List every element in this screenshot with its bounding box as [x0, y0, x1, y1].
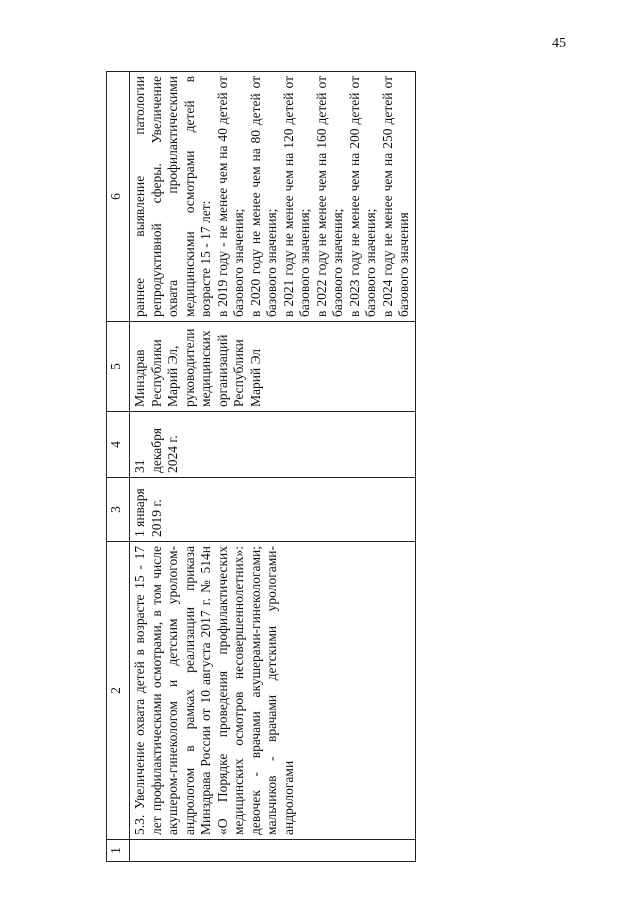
result-intro: раннее выявление патологии репродуктивной сферы. Увеличение охвата профилактическими медицинскими осмотрами детей в возрасте 15 - 17 лет:: [132, 76, 213, 317]
responsible-executors: Минздрав Республики Марий Эл, руководители медицинских организаций Республики Марий Эл: [132, 328, 263, 407]
result-item-2019: в 2019 году - не менее чем на 40 детей от базового значения;: [214, 76, 246, 317]
description-cell: [130, 542, 416, 840]
responsible-cell: [130, 322, 416, 412]
result-cell: [130, 72, 416, 322]
start-date: 1 января 2019 г.: [132, 488, 164, 537]
header-col-5: 5: [107, 322, 130, 412]
result-item-2021: в 2021 году не менее чем на 120 детей от базового значения;: [280, 76, 312, 317]
end-date: 31 декабря 2024 г.: [132, 427, 180, 473]
table-row: [130, 72, 416, 862]
page-number: 45: [552, 36, 566, 51]
header-col-4: 4: [107, 412, 130, 478]
result-item-2024: в 2024 году не менее чем на 250 детей от базового значения: [379, 76, 411, 317]
result-item-2023: в 2023 году не менее чем на 200 детей от базового значения;: [346, 76, 378, 317]
measures-table: [106, 71, 416, 862]
header-row: [107, 72, 130, 862]
result-item-2022: в 2022 году не менее чем на 160 детей от базового значения;: [313, 76, 345, 317]
header-col-3: 3: [107, 478, 130, 542]
rotated-table-container: [106, 72, 596, 862]
header-col-6: 6: [107, 72, 130, 322]
measure-description: Увеличение охвата детей в возрасте 15 - 17 лет профилактическими осмотрами, в том числе акушером-гинекологом и детским урологом-андрологом в рамках реализации приказа Минздрава России от 10 августа 2017 г. № 514н «О Порядке проведения профилактических медицинских осмотров несовершеннолетних»: девочек - врачами акушерами-гинекологами; мальчиков - врачами детскими урологами-андрологами: [132, 545, 296, 835]
row-number: 5.3.: [132, 814, 147, 835]
result-item-2020: в 2020 году не менее чем на 80 детей от базового значения;: [247, 76, 279, 317]
header-col-1: 1: [107, 840, 130, 862]
start-date-cell: [130, 478, 416, 542]
header-col-2: 2: [107, 542, 130, 840]
col-1-cell: [130, 840, 416, 862]
end-date-cell: [130, 412, 416, 478]
